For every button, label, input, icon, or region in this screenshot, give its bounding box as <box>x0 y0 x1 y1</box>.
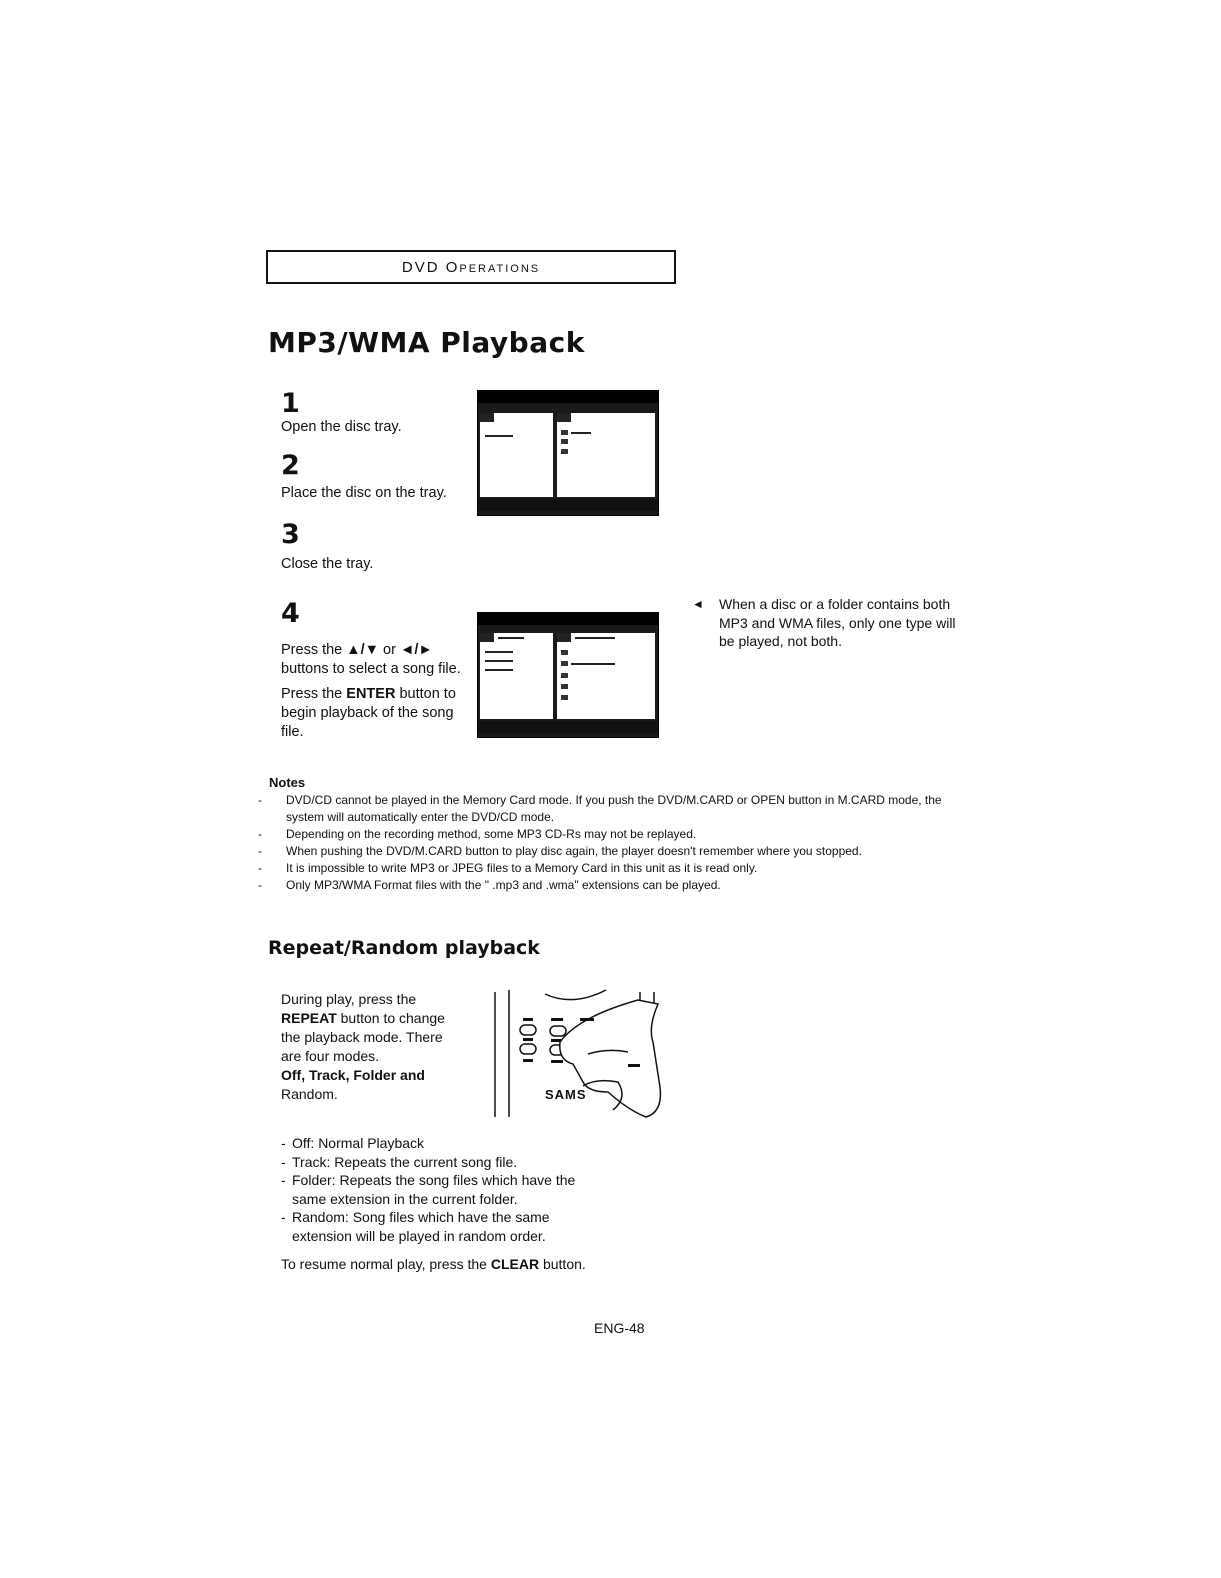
list-item: - Only MP3/WMA Format files with the " .mp3 and .wma" extensions can be played. <box>258 877 978 894</box>
step-4-text-2: Press the ENTER button to begin playback of the song file. <box>281 686 456 740</box>
side-note-text: When a disc or a folder contains both MP3 and WMA files, only one type will be played, not both. <box>719 596 956 649</box>
remote-button <box>520 1025 536 1035</box>
up-down-arrows-icon: ▲/▼ <box>346 642 380 658</box>
step-1-number: 1 <box>281 388 300 419</box>
page-title: MP3/WMA Playback <box>268 326 585 359</box>
list-item: - It is impossible to write MP3 or JPEG files to a Memory Card in this unit as it is read only. <box>258 860 978 877</box>
step-4-number: 4 <box>281 598 300 629</box>
remote-brand-label: SAMS <box>545 1087 587 1102</box>
step-2-number: 2 <box>281 450 300 481</box>
screen-bottom-bar <box>478 499 658 511</box>
remote-button <box>550 1026 566 1036</box>
notes-heading: Notes <box>269 775 306 790</box>
list-item: - Random: Song files which have the same extension will be played in random order. <box>281 1208 601 1245</box>
section-header-label: DVD Operations <box>401 258 541 276</box>
list-item: - Depending on the recording method, some MP3 CD-Rs may not be replayed. <box>258 826 978 843</box>
section-header <box>266 250 676 284</box>
list-item: - Off: Normal Playback <box>281 1134 601 1153</box>
list-item: - Track: Repeats the current song file. <box>281 1153 601 1172</box>
screen-top-bar <box>478 391 658 403</box>
file-browser-screen-1 <box>477 390 659 516</box>
repeat-random-heading: Repeat/Random playback <box>268 937 540 959</box>
step-3-text: Close the tray. <box>281 556 374 572</box>
step-2-text: Place the disc on the tray. <box>281 485 447 501</box>
remote-dial-arc <box>545 990 606 1000</box>
screen-left-pane <box>480 413 553 497</box>
side-note <box>692 595 974 651</box>
pointer-arrow-icon: ◄ <box>692 597 704 611</box>
list-item: - Folder: Repeats the song files which have the same extension in the current folder. <box>281 1171 601 1208</box>
step-4-text: Press the ▲/▼ or ◄/► buttons to select a song file. <box>281 642 461 677</box>
screen-right-pane <box>557 413 655 497</box>
remote-control-illustration <box>488 982 673 1122</box>
step-1-text: Open the disc tray. <box>281 419 402 435</box>
screen-right-pane <box>557 633 655 719</box>
resume-instruction: To resume normal play, press the CLEAR button. <box>281 1256 586 1272</box>
step-3-number: 3 <box>281 519 300 550</box>
list-item: - When pushing the DVD/M.CARD button to play disc again, the player doesn't remember where you stopped. <box>258 843 978 860</box>
file-browser-screen-2 <box>477 612 659 738</box>
notes-list <box>258 792 978 894</box>
modes-last: Random. <box>281 1086 338 1102</box>
left-right-arrows-icon: ◄/► <box>399 642 433 658</box>
page-number: ENG-48 <box>594 1320 645 1336</box>
mode-list <box>281 1134 601 1245</box>
screen-left-pane <box>480 633 553 719</box>
repeat-intro: During play, press the REPEAT button to change the playback mode. There are four modes. Off, Track, Folder and Random. <box>281 991 445 1102</box>
modes-line: Off, Track, Folder and <box>281 1067 425 1083</box>
remote-button <box>520 1044 536 1054</box>
list-item: - DVD/CD cannot be played in the Memory Card mode. If you push the DVD/M.CARD or OPEN button in M.CARD mode, the system will automatically enter the DVD/CD mode. <box>258 792 978 826</box>
